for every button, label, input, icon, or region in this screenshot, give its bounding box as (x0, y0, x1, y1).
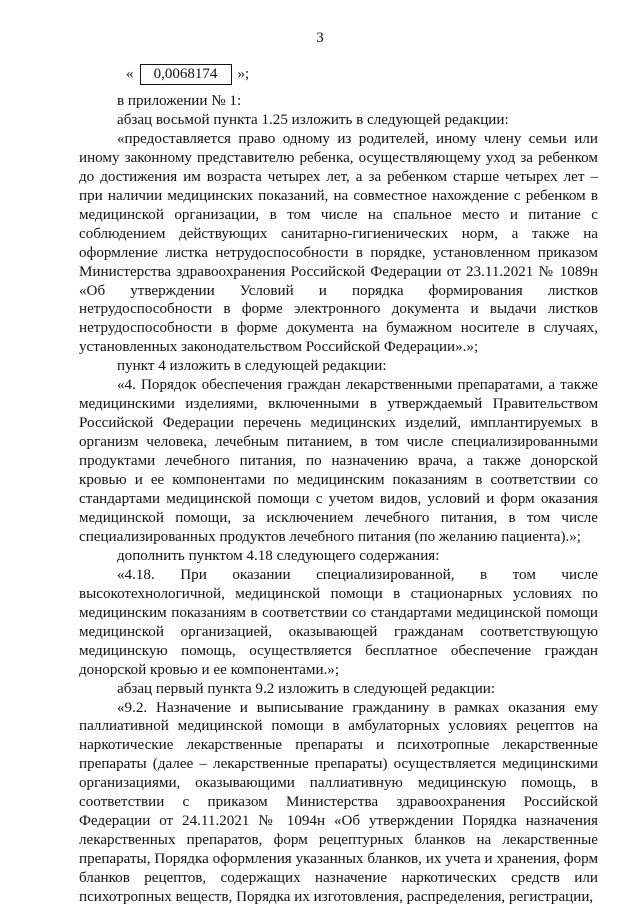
paragraph: дополнить пунктом 4.18 следующего содержания: (117, 547, 440, 564)
paragraph: «9.2. Назначение и выписывание гражданину в рамках оказания ему паллиативной медицинской помощи в амбулаторных условиях рецептов на наркотические лекарственные препараты и психотропные лекарственные препараты (далее – лекарственные препараты) осуществляется медицинскими организациями, оказывающими паллиативную медицинскую помощь, в соответствии с приказом Министерства здравоохранения Российской Федерации от 24.11.2021 № 1094н «Об утверждении Порядка назначения лекарственных препаратов, форм рецептурных бланков на лекарственные препараты, Порядка оформления указанных бланков, их учета и хранения, форм бланков рецептов, содержащих назначение наркотических средств или психотропных веществ, Порядка их изготовления, распределения, регистрации, (79, 699, 598, 906)
document-body (79, 92, 598, 907)
open-quote: « (126, 66, 134, 82)
close-quote: »; (237, 66, 250, 82)
paragraph: пункт 4 изложить в следующей редакции: (117, 358, 387, 375)
paragraph: абзац восьмой пункта 1.25 изложить в следующей редакции: (117, 111, 509, 128)
paragraph: «4.18. При оказании специализированной, в том числе высокотехнологичной, медицинской помощи в стационарных условиях по медицинским показаниям в соответствии со стандартами медицинской помощи медицинской организацией, оказывающей гражданам соответствующую медицинскую помощь, осуществляется бесплатное обеспечение граждан донорской кровью и ее компонентами.»; (79, 566, 598, 678)
page-number: 3 (316, 30, 324, 46)
paragraph: «предоставляется право одному из родителей, иному члену семьи или иному законному представителю ребенка, осуществляющему уход за ребенком до достижения им возраста четырех лет, а за ребенком старше четырех лет – при наличии медицинских показаний, на совместное нахождение с ребенком в медицинской организации, в том числе на спальное место и питание с соблюдением действующих санитарно-гигиенических норм, а также на оформление листка нетрудоспособности в порядке, установленном приказом Министерства здравоохранения Российской Федерации от 23.11.2021 № 1089н «Об утверждении Условий и порядка формирования листков нетрудоспособности в форме электронного документа и выдачи листков нетрудоспособности в форме документа на бумажном носителе в случаях, установленных законодательством Российской Федерации».»; (79, 130, 598, 356)
paragraph: «4. Порядок обеспечения граждан лекарственными препаратами, а также медицинскими изделиями, включенными в утверждаемый Правительством Российской Федерации перечень медицинских изделий, имплантируемых в организм человека, лечебным питанием, в том числе специализированными продуктами лечебного питания, по назначению врача, а также донорской кровью и ее компонентами по медицинским показаниям в соответствии со стандартами медицинской помощи с учетом видов, условий и форм оказания медицинской помощи, за исключением лечебного питания, в том числе специализированных продуктов лечебного питания (по желанию пациента).»; (79, 377, 598, 545)
coefficient-value-box: 0,0068174 (140, 64, 232, 85)
coefficient-line (120, 64, 255, 85)
paragraph: в приложении № 1: (117, 93, 242, 109)
paragraph: абзац первый пункта 9.2 изложить в следующей редакции: (117, 680, 496, 697)
